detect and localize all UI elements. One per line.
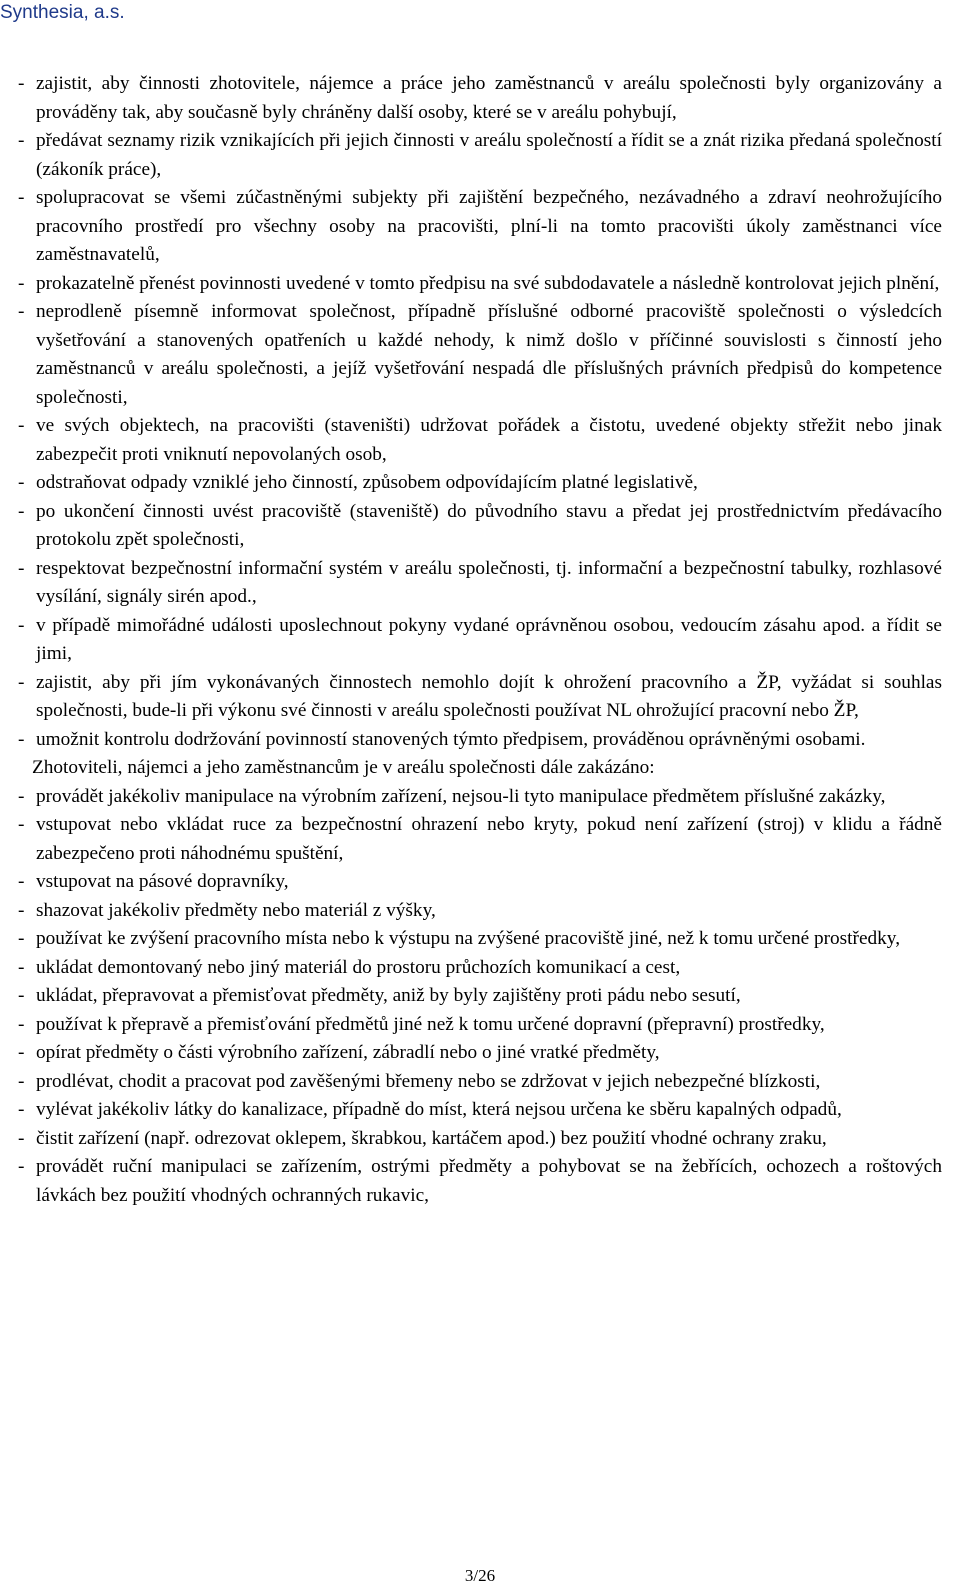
list-item: - umožnit kontrolu dodržování povinností stanovených týmto předpisem, prováděnou oprávněnými osobami.: [18, 728, 866, 750]
prohibitions-intro: Zhotoviteli, nájemci a jeho zaměstnancům je v areálu společnosti dále zakázáno:: [32, 757, 655, 778]
list-item: - respektovat bezpečnostní informační systém v areálu společnosti, tj. informační a bezpečnostní tabulky, rozhlasové vysílání, signály sirén apod.,: [18, 557, 942, 607]
list-item: - předávat seznamy rizik vznikajících při jejich činnosti v areálu společností a řídit se a znát rizika předaná společností (zákoník práce),: [18, 130, 942, 180]
page-number: 3/26: [464, 1566, 496, 1585]
list-item: - používat k přepravě a přemisťování předmětů jiné než k tomu určené dopravní (přepravní) prostředky,: [18, 1013, 825, 1035]
document-body: [18, 70, 942, 1210]
list-item: - neprodleně písemně informovat společnost, případně příslušné odborné pracoviště společnosti o výsledcích vyšetřování a stanovených opatřeních u každé nehody, k nimž došlo v příčinné souvislosti s činností jeho zaměstnanců v areálu společnosti, a jejíž vyšetřování nespadá dle příslušných právních předpisů do kompetence společnosti,: [18, 301, 942, 408]
list-item: - prodlévat, chodit a pracovat pod zavěšenými břemeny nebo se zdržovat v jejich nebezpečné blízkosti,: [18, 1070, 821, 1092]
list-item: - prokazatelně přenést povinnosti uvedené v tomto předpisu na své subdodavatele a následně kontrolovat jejich plnění,: [18, 272, 940, 294]
list-item: - ukládat demontovaný nebo jiný materiál do prostoru průchozích komunikací a cest,: [18, 956, 681, 978]
list-item: - provádět jakékoliv manipulace na výrobním zařízení, nejsou-li tyto manipulace předmětem příslušné zakázky,: [18, 785, 886, 807]
list-item: - ukládat, přepravovat a přemisťovat předměty, aniž by byly zajištěny proti pádu nebo sesutí,: [18, 985, 741, 1006]
prohibitions-list: [18, 783, 942, 1211]
list-item: - ve svých objektech, na pracovišti (staveništi) udržovat pořádek a čistotu, uvedené objekty střežit nebo jinak zabezpečit proti vniknutí nepovolaných osob,: [18, 415, 942, 465]
list-item: - po ukončení činnosti uvést pracoviště (staveniště) do původního stavu a předat jej prostřednictvím předávacího protokolu zpět společnosti,: [18, 500, 942, 550]
list-item: - shazovat jakékoliv předměty nebo materiál z výšky,: [18, 899, 436, 921]
list-item: - opírat předměty o části výrobního zařízení, zábradlí nebo o jiné vratké předměty,: [18, 1042, 660, 1063]
list-item: - používat ke zvýšení pracovního místa nebo k výstupu na zvýšené pracoviště jiné, než k tomu určené prostředky,: [18, 928, 901, 949]
list-item: - v případě mimořádné události uposlechnout pokyny vydané oprávněnou osobou, vedoucím zásahu apod. a řídit se jimi,: [18, 614, 942, 664]
list-item: - zajistit, aby činnosti zhotovitele, nájemce a práce jeho zaměstnanců v areálu společnosti byly organizovány a prováděny tak, aby současně byly chráněny další osoby, které se v areálu pohybují,: [18, 73, 942, 123]
obligations-list: [18, 70, 942, 754]
company-header: Synthesia, a.s.: [0, 2, 125, 23]
list-item: - vstupovat nebo vkládat ruce za bezpečnostní ohrazení nebo kryty, pokud není zařízení (stroj) v klidu a řádně zabezpečeno proti náhodnému spuštění,: [18, 814, 942, 864]
list-item: - provádět ruční manipulaci se zařízením, ostrými předměty a pohybovat se na žebřících, ochozech a roštových lávkách bez použití vhodných ochranných rukavic,: [18, 1156, 942, 1206]
list-item: - vylévat jakékoliv látky do kanalizace, případně do míst, která nejsou určena ke sběru kapalných odpadů,: [18, 1099, 842, 1120]
list-item: - zajistit, aby při jím vykonávaných činnostech nemohlo dojít k ohrožení pracovního a ŽP, vyžádat si souhlas společnosti, bude-li při výkonu své činnosti v areálu společnosti používat NL ohrožující pracovní nebo ŽP,: [18, 671, 942, 721]
list-item: - čistit zařízení (např. odrezovat oklepem, škrabkou, kartáčem apod.) bez použití vhodné ochrany zraku,: [18, 1127, 827, 1149]
list-item: - vstupovat na pásové dopravníky,: [18, 871, 289, 892]
list-item: - spolupracovat se všemi zúčastněnými subjekty při zajištění bezpečného, nezávadného a zdraví neohrožujícího pracovního prostředí pro všechny osoby na pracovišti, plní-li na tomto pracovišti úkoly zaměstnanci více zaměstnavatelů,: [18, 187, 942, 265]
list-item: - odstraňovat odpady vzniklé jeho činností, způsobem odpovídajícím platné legislativě,: [18, 472, 698, 493]
